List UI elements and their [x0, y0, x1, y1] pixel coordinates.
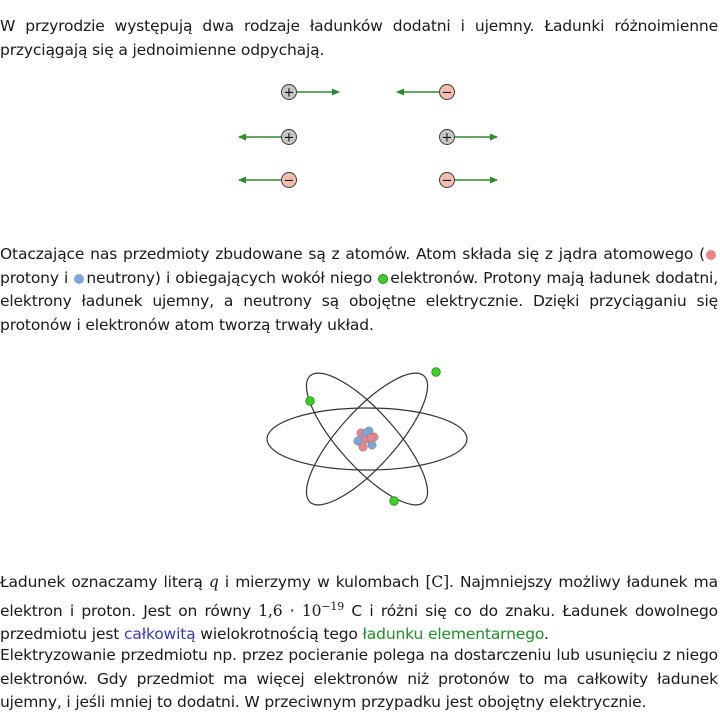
proton [367, 434, 375, 442]
atoms-paragraph: Otaczające nas przedmioty zbudowane są z atomów. Atom składa się z jądra atomowego (protony i neutrony) i obiegających wokół niego elektronów. Protony mają ładunek dodatni, elektrony ładunek ujemny, a neutrony są obojętne elektrycznie. Dzięki przyciąganiu się protonów i elektronów atom tworzą trwały układ. [0, 245, 718, 334]
link-ladunek-elementarny[interactable]: ładunku elementarnego [362, 625, 544, 644]
neutron-dot-icon [74, 274, 84, 284]
attract-row [282, 85, 455, 101]
minus-sign: − [441, 173, 453, 189]
charges-diagram [0, 72, 720, 212]
minus-sign: − [441, 85, 453, 101]
charge-paragraph: Ładunek oznaczamy literą q i mierzymy w kulombach [C]. Najmniejszy możliwy ładunek ma elektron i proton. Jest on równy $1,6 \cdot 10^{-19}$ C i różni się co do znaku. Ładunek dowolnego przedmiotu jest całkowitą wielokrotnością tego ładunku elementarnego. [0, 573, 718, 644]
proton-dot-icon [706, 250, 716, 260]
electron [390, 497, 399, 506]
electron [432, 368, 441, 377]
plus-sign: + [283, 85, 295, 101]
minus-sign: − [283, 173, 295, 189]
repel-plus-row [239, 130, 497, 146]
electrify-paragraph: Elektryzowanie przedmiotu np. przez pocieranie polega na dostarczeniu lub usunięciu z niego elektronów. Gdy przedmiot ma więcej elektronów niż protonów to ma całkowity ładunek ujemny, i jeśli mniej to dodatni. W przeciwnym przypadku jest obojętny elektrycznie. [0, 646, 718, 711]
electron [306, 397, 315, 406]
nucleus [354, 427, 378, 451]
plus-sign: + [283, 130, 295, 146]
link-calkowita[interactable]: całkowitą [123, 625, 196, 644]
proton [359, 443, 367, 451]
atom-diagram [0, 352, 720, 532]
intro-paragraph: W przyrodzie występują dwa rodzaje ładunków dodatni i ujemny. Ładunki różnoimienne przyciągają się a jednoimienne odpychają. [0, 17, 718, 59]
repel-minus-row [239, 173, 497, 189]
electron-dot-icon [378, 274, 388, 284]
plus-sign: + [441, 130, 453, 146]
